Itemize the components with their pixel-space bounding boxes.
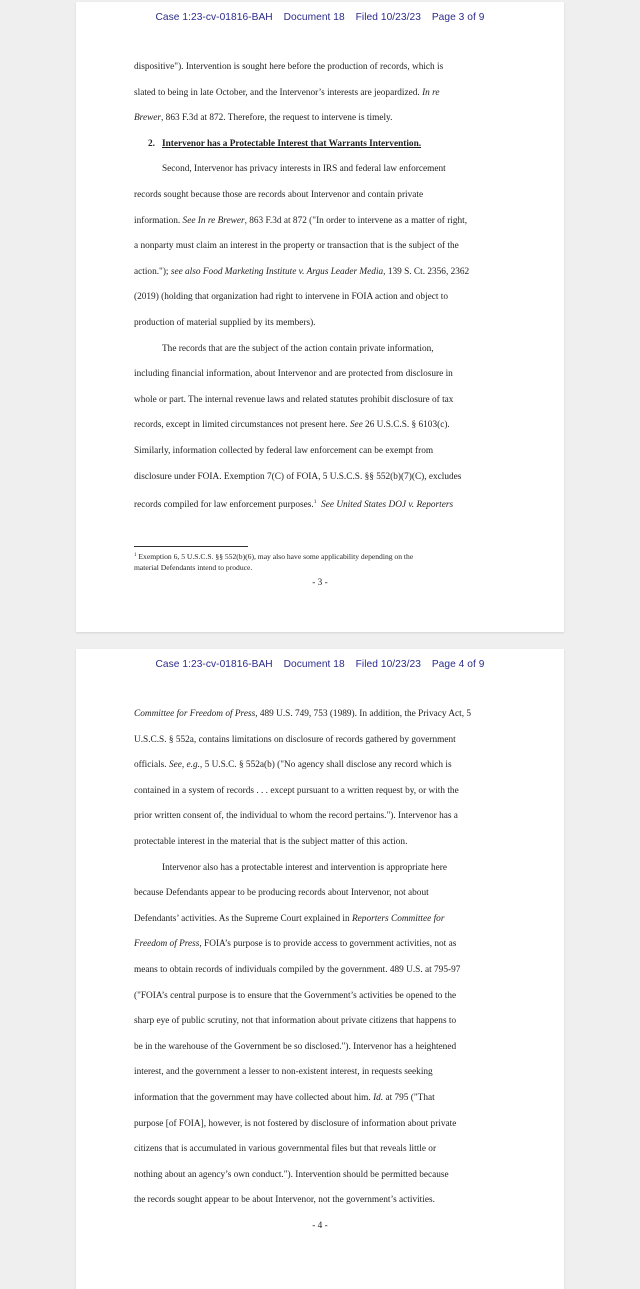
text-line: action."); see also Food Marketing Institute v. Argus Leader Media, 139 S. Ct. 2356, 2362	[134, 266, 470, 277]
text-line: Committee for Freedom of Press, 489 U.S. 749, 753 (1989). In addition, the Privacy Act, 5	[134, 709, 472, 719]
case-number: Case 1:23-cv-01816-BAH	[155, 12, 273, 23]
page-indicator: Page 3 of 9	[431, 12, 485, 23]
document-page-3	[76, 2, 564, 632]
ecf-header	[76, 12, 564, 23]
text-line: Defendants’ activities. As the Supreme Court explained in Reporters Committee for	[134, 913, 445, 924]
text-line: nothing about an agency’s own conduct."). Intervention should be permitted because	[134, 1169, 449, 1180]
text-line: records compiled for law enforcement purposes.$^1$ See United States DOJ v. Reporters	[134, 499, 454, 511]
page-body	[134, 55, 506, 516]
text-line: prior written consent of, the individual to whom the record pertains."). Intervenor has a	[134, 811, 458, 822]
text-line: the records sought appear to be about Intervenor, not the government’s activities.	[134, 1195, 435, 1206]
text-line: information that the government may have collected about him. Id. at 795 ("That	[134, 1092, 435, 1103]
text-line: Brewer, 863 F.3d at 872. Therefore, the request to intervene is timely.	[134, 113, 393, 124]
text-line: means to obtain records of individuals compiled by the government. 489 U.S. at 795-97	[134, 964, 461, 975]
text-line: Freedom of Press, FOIA’s purpose is to provide access to government activities, not as	[134, 939, 457, 950]
text-line: production of material supplied by its members).	[134, 317, 316, 328]
text-line: protectable interest in the material that is the subject matter of this action.	[134, 836, 408, 847]
text-line: (2019) (holding that organization had right to intervene in FOIA action and object to	[134, 292, 449, 303]
text-line: because Defendants appear to be producing records about Intervenor, not about	[134, 888, 429, 899]
text-line: dispositive"). Intervention is sought here before the production of records, which is	[134, 62, 444, 72]
text-line: a nonparty must claim an interest in the property or transaction that is the subject of the	[134, 241, 459, 252]
text-line: officials. See, e.g., 5 U.S.C. § 552a(b) ("No agency shall disclose any record which is	[134, 760, 452, 771]
footnote-reference[interactable]: 1	[313, 499, 317, 506]
page-number: - 4 -	[312, 1221, 328, 1231]
page-indicator: Page 4 of 9	[431, 659, 485, 670]
case-number: Case 1:23-cv-01816-BAH	[155, 659, 273, 670]
page-number: - 3 -	[312, 578, 328, 588]
text-line: purpose [of FOIA], however, is not fostered by disclosure of information about private	[134, 1118, 457, 1129]
document-number: Document 18	[283, 12, 345, 23]
text-line: whole or part. The internal revenue laws and related statutes prohibit disclosure of tax	[134, 394, 454, 405]
text-line: interest, and the government a lesser to non-existent interest, in requests seeking	[134, 1067, 433, 1078]
text-line: contained in a system of records . . . except pursuant to a written request by, or with the	[134, 785, 459, 796]
text-line: records sought because those are records about Intervenor and contain private	[134, 189, 424, 200]
ecf-header	[76, 659, 564, 670]
filed-date: Filed 10/23/23	[355, 12, 421, 23]
text-line: Intervenor also has a protectable interest and intervention is appropriate here	[162, 862, 447, 873]
document-page-4	[76, 649, 564, 1289]
text-line: Second, Intervenor has privacy interests in IRS and federal law enforcement	[162, 164, 446, 175]
text-line: slated to being in late October, and the Intervenor’s interests are jeopardized. In re	[134, 87, 440, 98]
text-line: information. See In re Brewer, 863 F.3d at 872 ("In order to intervene as a matter of right,	[134, 215, 468, 226]
text-line: citizens that is accumulated in various governmental files but that reveals little or	[134, 1144, 437, 1155]
section-heading: 2. Intervenor has a Protectable Interest that Warrants Intervention.	[148, 138, 422, 149]
document-number: Document 18	[283, 659, 345, 670]
text-line: records, except in limited circumstances not present here. See 26 U.S.C.S. § 6103(c).	[134, 420, 450, 431]
footnote-marker: 1	[134, 553, 137, 558]
footnote: $^1$ Exemption 6, 5 U.S.C.S. §§ 552(b)(6), may also have some applicability depending on the material Defendants intend to produce.	[134, 552, 414, 572]
text-line: The records that are the subject of the action contain private information,	[162, 343, 434, 354]
text-line: sharp eye of public scrutiny, not that information about private citizens that happens to	[134, 1016, 457, 1027]
text-line: U.S.C.S. § 552a, contains limitations on disclosure of records gathered by government	[134, 734, 456, 745]
footnote-divider	[134, 546, 248, 547]
text-line: Similarly, information collected by federal law enforcement can be exempt from	[134, 445, 434, 456]
filed-date: Filed 10/23/23	[355, 659, 421, 670]
text-line: ("FOIA’s central purpose is to ensure that the Government’s activities be opened to the	[134, 990, 457, 1001]
text-line: including financial information, about Intervenor and are protected from disclosure in	[134, 369, 453, 380]
page-body	[134, 702, 506, 1214]
text-line: be in the warehouse of the Government be so disclosed."). Intervenor has a heightened	[134, 1041, 457, 1052]
text-line: disclosure under FOIA. Exemption 7(C) of FOIA, 5 U.S.C.S. §§ 552(b)(7)(C), excludes	[134, 471, 462, 482]
